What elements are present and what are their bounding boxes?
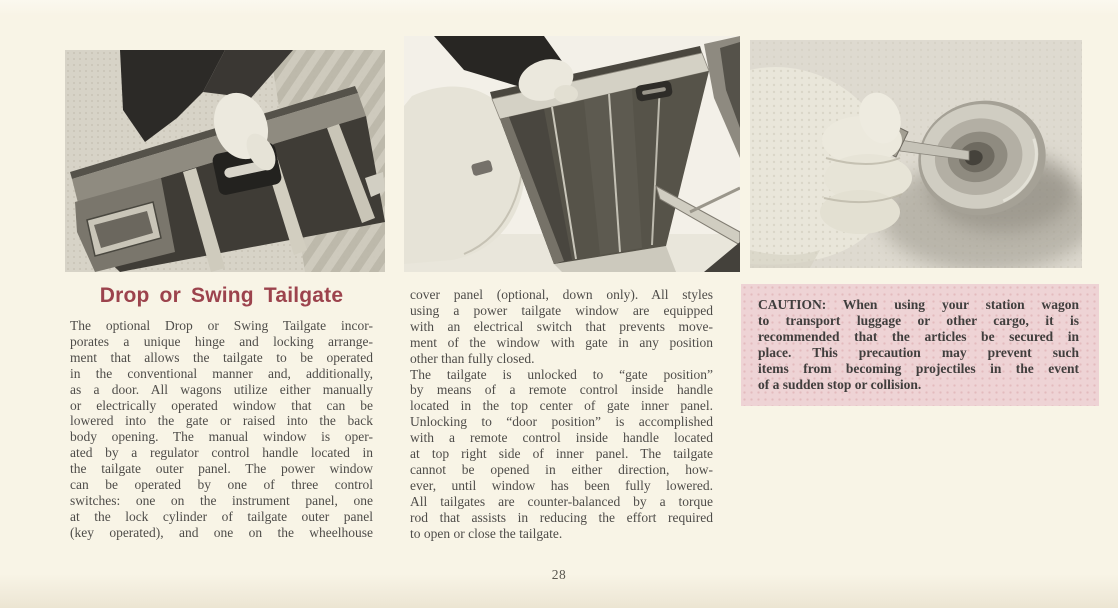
text-line: as a door. All wagons utilize either manually: [70, 381, 373, 397]
text-line: with an electrical switch that prevents move-: [410, 318, 713, 334]
text-line: body opening. The manual window is oper-: [70, 429, 373, 445]
text-line: to open or close the tailgate.: [410, 525, 563, 541]
text-line: ever, until window has been fully lowered.: [410, 477, 713, 493]
text-line: using a power tailgate window are equipped: [410, 302, 713, 318]
text-line: (key operated), and one on the wheelhouse: [70, 524, 373, 540]
text-line: porates a unique hinge and locking arrange-: [70, 333, 373, 349]
text-line: Unlocking to “door position” is accomplished: [410, 414, 713, 430]
text-line: located in the top center of gate inner panel.: [410, 398, 713, 414]
lock-key-photo-illustration: [750, 40, 1082, 268]
page-number: 28: [551, 567, 567, 582]
text-line: can be operated by one of three control: [70, 477, 373, 493]
text-line: to transport luggage or other cargo, it is: [758, 313, 1079, 329]
text-line: ment that allows the tailgate to be operated: [70, 349, 373, 365]
text-line: other than fully closed.: [410, 350, 535, 366]
middle-column-text: [410, 287, 713, 542]
text-line: at the lock cylinder of tailgate outer panel: [70, 508, 373, 524]
text-line: cover panel (optional, down only). All styles: [410, 287, 713, 302]
text-line: lowered into the gate or raised into the back: [70, 413, 373, 429]
text-line: by means of a remote control inside handle: [410, 382, 713, 398]
text-line: with a remote control inside handle located: [410, 430, 713, 446]
text-line: cannot be opened in either direction, how-: [410, 461, 713, 477]
left-column-text: [70, 318, 373, 541]
text-line: switches: one on the instrument panel, one: [70, 492, 373, 508]
text-line: or electrically operated window that can be: [70, 397, 373, 413]
photo-swing-tailgate: [404, 36, 740, 272]
text-line: in the conventional manner and, additionally,: [70, 365, 373, 381]
text-line: place. This precaution may prevent such: [758, 345, 1079, 361]
text-line: the tailgate outer panel. The power window: [70, 461, 373, 477]
section-heading: Drop or Swing Tailgate: [99, 284, 344, 307]
caution-box: [741, 284, 1099, 406]
photo-tailgate-lock-key: [750, 40, 1082, 268]
text-line: of a sudden stop or collision.: [758, 377, 922, 393]
text-line: ated by a regulator control handle located in: [70, 445, 373, 461]
photo-drop-tailgate: [65, 50, 385, 272]
text-line: rod that assists in reducing the effort required: [410, 509, 713, 525]
text-line: ment of the window with gate in any position: [410, 334, 713, 350]
text-line: items from becoming projectiles in the event: [758, 361, 1079, 377]
text-line: The optional Drop or Swing Tailgate incor-: [70, 318, 373, 333]
swing-tailgate-photo-illustration: [404, 36, 740, 272]
text-line: The tailgate is unlocked to “gate position”: [410, 366, 713, 382]
text-line: at top right side of inner panel. The tailgate: [410, 446, 713, 462]
text-line: recommended that the articles be secured in: [758, 329, 1079, 345]
drop-tailgate-photo-illustration: [65, 50, 385, 272]
text-line: All tailgates are counter-balanced by a torque: [410, 493, 713, 509]
text-line: CAUTION: When using your station wagon: [758, 297, 1079, 312]
